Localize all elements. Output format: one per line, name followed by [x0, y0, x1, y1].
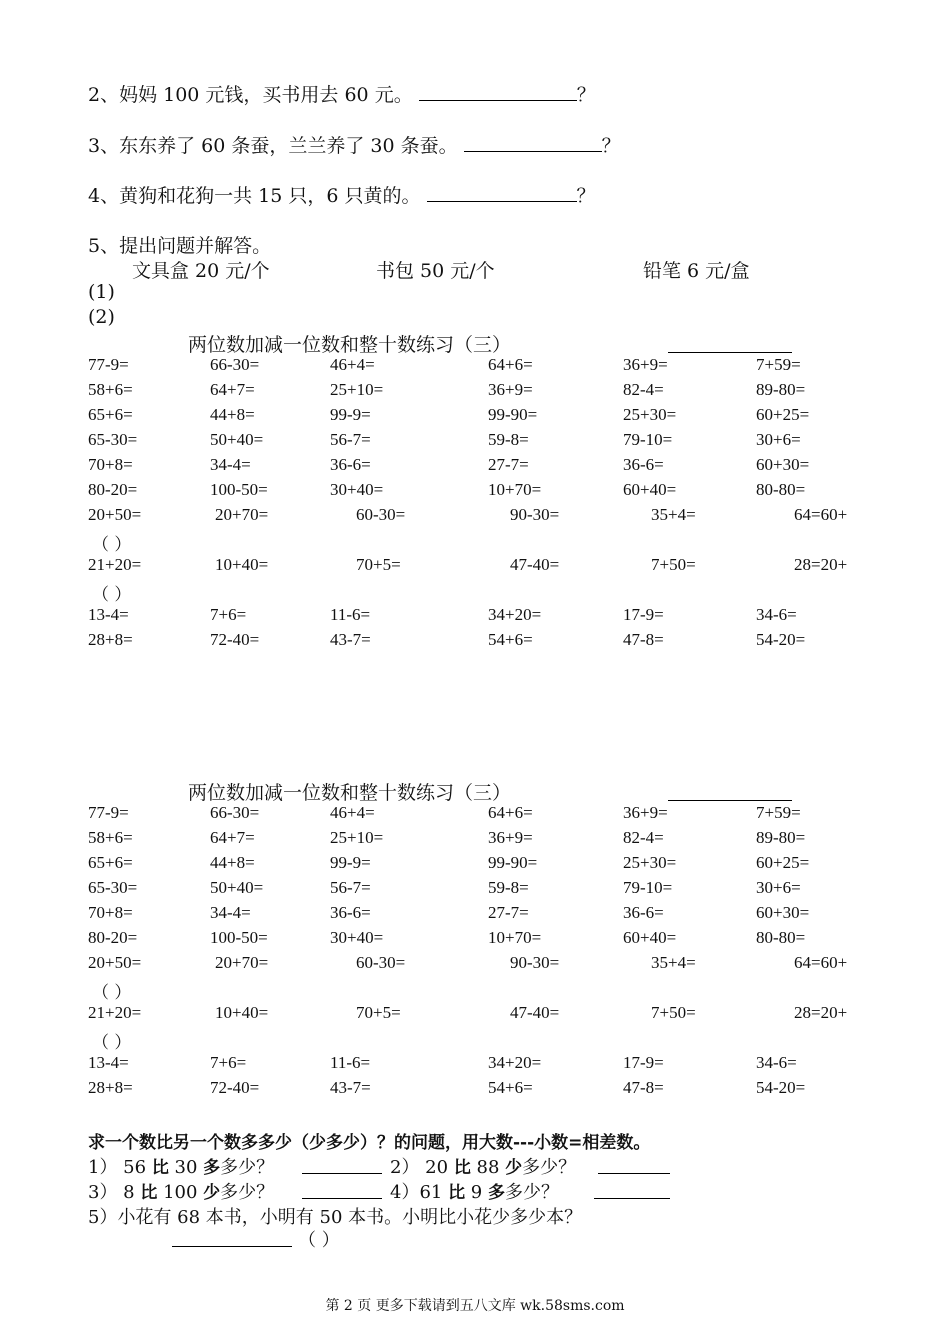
equation: 100-50= — [210, 928, 268, 947]
equation: 90-30= — [510, 953, 560, 972]
equation: 99-9= — [330, 853, 371, 872]
answer-paren: （ ） — [92, 983, 132, 1003]
equation: 36-6= — [623, 903, 664, 922]
equation: 60+30= — [756, 455, 810, 474]
equation: 34-4= — [210, 455, 251, 474]
equation: 30+40= — [330, 480, 384, 499]
equation: 17-9= — [623, 1053, 664, 1072]
equation: 50+40= — [210, 878, 264, 897]
equation: 70+8= — [88, 455, 133, 474]
equation: 28+8= — [88, 630, 133, 649]
answer-paren: （ ） — [92, 1033, 132, 1053]
equation: 7+50= — [651, 555, 696, 574]
equation: 82-4= — [623, 380, 664, 399]
question-2: 2、妈妈 100 元钱，买书用去 60 元。 ？ — [88, 84, 596, 106]
question-5-title: 5、提出问题并解答。 — [88, 235, 272, 257]
equation: 72-40= — [210, 1078, 260, 1097]
equation: 25+30= — [623, 405, 677, 424]
question-4: 4、黄狗和花狗一共 15 只，6 只黄的。 ？ — [88, 185, 596, 207]
equation: 70+5= — [356, 1003, 401, 1022]
equation: 34+20= — [488, 605, 542, 624]
equation: 7+50= — [651, 1003, 696, 1022]
equation: 80-20= — [88, 480, 138, 499]
equation: 54+6= — [488, 630, 533, 649]
equation: 80-80= — [756, 480, 806, 499]
answer-blank — [302, 1155, 382, 1174]
equation: 21+20= — [88, 555, 142, 574]
equation: 60-30= — [356, 953, 406, 972]
equation: 36-6= — [330, 903, 371, 922]
item-schoolbag: 书包 50 元/个 — [376, 260, 495, 282]
equation: 28+8= — [88, 1078, 133, 1097]
equation: 44+8= — [210, 853, 255, 872]
equation: 10+70= — [488, 928, 542, 947]
equation: 25+10= — [330, 828, 384, 847]
equation: 10+70= — [488, 480, 542, 499]
equation: 10+40= — [215, 555, 269, 574]
equation: 34-6= — [756, 605, 797, 624]
equation: 30+6= — [756, 878, 801, 897]
equation: 47-40= — [510, 555, 560, 574]
equation: 89-80= — [756, 828, 806, 847]
equation: 79-10= — [623, 430, 673, 449]
equation: 44+8= — [210, 405, 255, 424]
equation: 25+30= — [623, 853, 677, 872]
equation: 30+6= — [756, 430, 801, 449]
equation: 90-30= — [510, 505, 560, 524]
equation: 65+6= — [88, 853, 133, 872]
equation: 80-20= — [88, 928, 138, 947]
equation: 64+7= — [210, 828, 255, 847]
equation: 100-50= — [210, 480, 268, 499]
equation: 66-30= — [210, 355, 260, 374]
equation: 54-20= — [756, 1078, 806, 1097]
difference-line-1b: 2） 20 比 88 少多少？ — [390, 1157, 577, 1178]
equation: 20+70= — [215, 953, 269, 972]
equation: 27-7= — [488, 455, 529, 474]
equation: 13-4= — [88, 1053, 129, 1072]
equation: 43-7= — [330, 1078, 371, 1097]
equation: 60+40= — [623, 928, 677, 947]
difference-line-2b: 4）61 比 9 多多少？ — [390, 1182, 559, 1203]
equation: 47-8= — [623, 1078, 664, 1097]
equation: 60-30= — [356, 505, 406, 524]
equation: 59-8= — [488, 878, 529, 897]
equation: 36+9= — [623, 803, 668, 822]
equation: 11-6= — [330, 1053, 371, 1072]
equation: 60+25= — [756, 853, 810, 872]
equation: 7+59= — [756, 803, 801, 822]
equation: 60+40= — [623, 480, 677, 499]
name-line — [668, 352, 792, 353]
equation: 80-80= — [756, 928, 806, 947]
equation: 36+9= — [488, 380, 533, 399]
answer-blank — [419, 82, 577, 101]
equation: 99-9= — [330, 405, 371, 424]
equation: 36+9= — [488, 828, 533, 847]
equation: 30+40= — [330, 928, 384, 947]
equation: 36-6= — [623, 455, 664, 474]
equation: 77-9= — [88, 803, 129, 822]
answer-blank — [594, 1180, 670, 1199]
equation: 65-30= — [88, 878, 138, 897]
equation: 70+8= — [88, 903, 133, 922]
answer-paren: （ ） — [92, 535, 132, 555]
equation: 35+4= — [651, 505, 696, 524]
equation: 64=60+ — [794, 953, 848, 972]
equation: 72-40= — [210, 630, 260, 649]
equation: 79-10= — [623, 878, 673, 897]
equation: 64+6= — [488, 803, 533, 822]
equation: 65+6= — [88, 405, 133, 424]
difference-rule: 求一个数比另一个数多多少（少多少）？的问题，用大数---小数=相差数。 — [88, 1133, 651, 1153]
equation: 65-30= — [88, 430, 138, 449]
equation: 46+4= — [330, 803, 375, 822]
equation: 59-8= — [488, 430, 529, 449]
equation: 99-90= — [488, 853, 538, 872]
equation: 70+5= — [356, 555, 401, 574]
equation: 58+6= — [88, 380, 133, 399]
equation: 27-7= — [488, 903, 529, 922]
name-line — [668, 800, 792, 801]
practice-title: 两位数加减一位数和整十数练习（三） — [188, 782, 512, 804]
answer-blank — [598, 1155, 670, 1174]
equation: 77-9= — [88, 355, 129, 374]
equation: 43-7= — [330, 630, 371, 649]
equation: 7+6= — [210, 605, 247, 624]
page-footer: 第 2 页 更多下载请到五八文库 wk.58sms.com — [325, 1298, 625, 1314]
equation: 28=20+ — [794, 1003, 848, 1022]
question-3: 3、东东养了 60 条蚕，兰兰养了 30 条蚕。 ？ — [88, 135, 621, 157]
equation: 99-90= — [488, 405, 538, 424]
sub-question-2: (2) — [88, 306, 115, 328]
equation: 34-6= — [756, 1053, 797, 1072]
equation: 54-20= — [756, 630, 806, 649]
equation: 47-40= — [510, 1003, 560, 1022]
equation: 21+20= — [88, 1003, 142, 1022]
equation: 35+4= — [651, 953, 696, 972]
equation: 56-7= — [330, 430, 371, 449]
answer-paren: （ ） — [298, 1230, 340, 1251]
answer-blank — [427, 183, 577, 202]
equation: 20+50= — [88, 953, 142, 972]
equation: 36+9= — [623, 355, 668, 374]
equation: 64+6= — [488, 355, 533, 374]
equation: 89-80= — [756, 380, 806, 399]
equation: 17-9= — [623, 605, 664, 624]
answer-blank — [464, 133, 602, 152]
equation: 11-6= — [330, 605, 371, 624]
equation: 60+25= — [756, 405, 810, 424]
equation: 60+30= — [756, 903, 810, 922]
equation: 64+7= — [210, 380, 255, 399]
equation: 82-4= — [623, 828, 664, 847]
equation: 25+10= — [330, 380, 384, 399]
equation: 7+6= — [210, 1053, 247, 1072]
difference-line-2a: 3） 8 比 100 少多少？ — [88, 1182, 275, 1203]
equation: 47-8= — [623, 630, 664, 649]
equation: 64=60+ — [794, 505, 848, 524]
equation: 54+6= — [488, 1078, 533, 1097]
equation: 13-4= — [88, 605, 129, 624]
equation: 34-4= — [210, 903, 251, 922]
equation: 7+59= — [756, 355, 801, 374]
answer-blank — [172, 1228, 292, 1247]
equation: 34+20= — [488, 1053, 542, 1072]
equation: 28=20+ — [794, 555, 848, 574]
equation: 20+70= — [215, 505, 269, 524]
item-pencil: 铅笔 6 元/盒 — [643, 260, 750, 282]
equation: 20+50= — [88, 505, 142, 524]
answer-paren: （ ） — [92, 585, 132, 605]
equation: 58+6= — [88, 828, 133, 847]
item-pencil-box: 文具盒 20 元/个 — [132, 260, 270, 282]
equation: 66-30= — [210, 803, 260, 822]
equation: 50+40= — [210, 430, 264, 449]
answer-blank — [302, 1180, 382, 1199]
equation: 10+40= — [215, 1003, 269, 1022]
sub-question-1: (1) — [88, 281, 115, 303]
equation: 36-6= — [330, 455, 371, 474]
equation: 56-7= — [330, 878, 371, 897]
practice-title: 两位数加减一位数和整十数练习（三） — [188, 334, 512, 356]
difference-line-3: 5）小花有 68 本书，小明有 50 本书。小明比小花少多少本？ — [88, 1207, 583, 1228]
difference-line-1a: 1） 56 比 30 多多少？ — [88, 1157, 275, 1178]
equation: 46+4= — [330, 355, 375, 374]
